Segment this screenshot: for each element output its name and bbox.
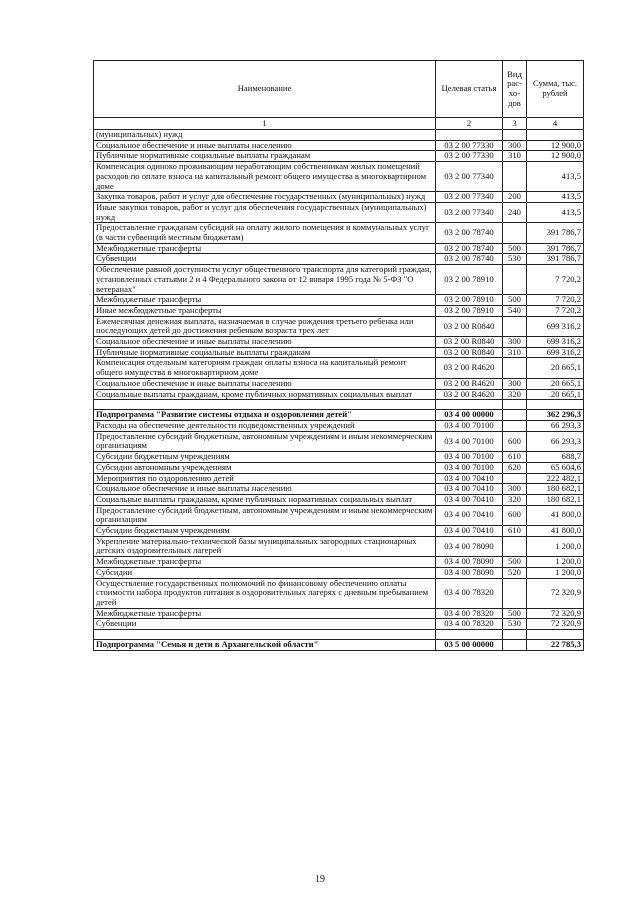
table-row [94,578,584,608]
row-expense-type: 310 [503,151,527,162]
table-row [94,151,584,162]
row-target-article: 03 4 00 78090 [436,567,503,578]
table-row [94,473,584,484]
table-row [94,254,584,265]
row-sum [527,130,584,141]
row-target-article: 03 2 00 77340 [436,162,503,192]
header-name: Наименование [94,61,436,118]
table-row [94,420,584,431]
table-row [94,223,584,243]
row-sum: 688,7 [527,452,584,463]
row-name: Предоставление гражданам субсидий на оплату жилого помещения и коммунальных услуг (в части субвенций местным бюджетам) [94,223,436,243]
table-header-row [94,61,584,118]
table-row [94,192,584,203]
row-name: Социальное обеспечение и иные выплаты населению [94,484,436,495]
row-expense-type: 610 [503,452,527,463]
row-name: Мероприятия по оздоровлению детей [94,473,436,484]
row-expense-type [503,420,527,431]
table-row [94,347,584,358]
row-target-article: 03 4 00 70100 [436,431,503,451]
row-sum: 20 665,1 [527,389,584,400]
row-target-article: 03 4 00 78090 [436,536,503,556]
row-sum: 413,5 [527,192,584,203]
row-expense-type: 200 [503,192,527,203]
row-target-article: 03 4 00 78320 [436,578,503,608]
row-expense-type: 610 [503,526,527,537]
row-sum: 20 665,1 [527,378,584,389]
spacer-row [94,400,584,410]
row-name: Публичные нормативные социальные выплаты гражданам [94,347,436,358]
row-sum: 41 800,0 [527,526,584,537]
row-target-article: 03 4 00 78320 [436,619,503,630]
row-expense-type [503,265,527,295]
row-expense-type: 500 [503,243,527,254]
row-name: Расходы на обеспечение деятельности подведомственных учреждений [94,420,436,431]
row-name: Подпрограмма "Семья и дети в Архангельской области" [94,640,436,651]
row-name: Укрепление материально-технической базы муниципальных загородных стационарных детских оздоровительных лагерей [94,536,436,556]
row-target-article [436,630,503,640]
row-sum: 20 665,1 [527,358,584,378]
row-expense-type [503,400,527,410]
table-row [94,337,584,348]
row-sum [527,630,584,640]
row-expense-type: 500 [503,557,527,568]
table-body [94,130,584,651]
row-target-article: 03 2 00 77330 [436,140,503,151]
budget-table [93,60,584,651]
row-name: Субсидии автономным учреждениям [94,462,436,473]
row-name: (муниципальных) нужд [94,130,436,141]
row-expense-type [503,578,527,608]
row-target-article: 03 2 00 77330 [436,151,503,162]
row-sum: 1 200,0 [527,567,584,578]
row-sum: 7 720,2 [527,305,584,316]
table-row [94,452,584,463]
row-name: Предоставление субсидий бюджетным, автономным учреждениям и иным некоммерческим организациям [94,505,436,525]
column-number: 3 [503,118,527,130]
row-sum: 72 320,9 [527,608,584,619]
row-expense-type: 530 [503,254,527,265]
row-expense-type [503,630,527,640]
row-expense-type [503,130,527,141]
row-sum: 699 316,2 [527,347,584,358]
row-name: Подпрограмма "Развитие системы отдыха и оздоровления детей" [94,410,436,421]
table-row [94,526,584,537]
row-sum: 7 720,2 [527,295,584,306]
row-expense-type: 320 [503,494,527,505]
row-target-article: 03 2 00 77340 [436,192,503,203]
row-name: Социальное обеспечение и иные выплаты населению [94,378,436,389]
spacer-row [94,630,584,640]
column-number: 2 [436,118,503,130]
row-sum: 391 786,7 [527,223,584,243]
row-expense-type: 240 [503,202,527,222]
table-row [94,608,584,619]
row-target-article: 03 4 00 00000 [436,410,503,421]
row-sum: 391 786,7 [527,243,584,254]
row-expense-type: 600 [503,431,527,451]
table-row [94,431,584,451]
row-name: Межбюджетные трансферты [94,557,436,568]
row-expense-type: 300 [503,140,527,151]
row-sum: 391 786,7 [527,254,584,265]
row-target-article [436,400,503,410]
row-name: Социальные выплаты гражданам, кроме публичных нормативных социальных выплат [94,389,436,400]
row-target-article: 03 2 00 R4620 [436,358,503,378]
column-number: 1 [94,118,436,130]
row-expense-type: 300 [503,378,527,389]
row-sum: 41 800,0 [527,505,584,525]
row-name: Предоставление субсидий бюджетным, автономным учреждениям и иным некоммерческим организациям [94,431,436,451]
row-expense-type [503,223,527,243]
row-sum: 413,5 [527,162,584,192]
row-sum: 180 682,1 [527,484,584,495]
row-expense-type [503,536,527,556]
row-target-article: 03 2 00 77340 [436,202,503,222]
row-sum: 66 293,3 [527,431,584,451]
row-sum: 22 785,3 [527,640,584,651]
row-target-article: 03 2 00 R0840 [436,337,503,348]
row-sum: 12 900,0 [527,151,584,162]
header-expense-type: Вид рас-хо-дов [503,61,527,118]
table-row [94,484,584,495]
table-row [94,494,584,505]
row-expense-type: 300 [503,484,527,495]
row-target-article: 03 4 00 70410 [436,494,503,505]
row-target-article: 03 4 00 70100 [436,452,503,463]
row-name: Субсидии бюджетным учреждениям [94,452,436,463]
row-target-article: 03 4 00 70410 [436,473,503,484]
table-row [94,505,584,525]
table-row [94,536,584,556]
row-target-article: 03 5 00 00000 [436,640,503,651]
row-name: Компенсация одиноко проживающим неработающим собственникам жилых помещений расходов по оплате взноса на капитальный ремонт общего имущества в многоквартирном доме [94,162,436,192]
row-name: Социальное обеспечение и иные выплаты населению [94,337,436,348]
row-name: Ежемесячная денежная выплата, назначаемая в случае рождения третьего ребенка или последующих детей до достижения ребенком возраста трех лет [94,316,436,336]
row-target-article: 03 4 00 70410 [436,484,503,495]
subprogram-row [94,640,584,651]
page-number: 19 [315,874,325,885]
row-target-article: 03 2 00 78910 [436,295,503,306]
row-expense-type: 500 [503,295,527,306]
row-target-article: 03 2 00 R0840 [436,316,503,336]
row-target-article: 03 2 00 R4620 [436,378,503,389]
table-row [94,140,584,151]
row-expense-type: 540 [503,305,527,316]
row-expense-type: 300 [503,337,527,348]
table-row [94,243,584,254]
table-row [94,358,584,378]
row-name: Социальное обеспечение и иные выплаты населению [94,140,436,151]
row-target-article: 03 2 00 78740 [436,254,503,265]
row-sum: 72 320,9 [527,578,584,608]
table-row [94,567,584,578]
row-sum: 222 482,1 [527,473,584,484]
row-sum: 72 320,9 [527,619,584,630]
row-name: Осуществление государственных полномочий по финансовому обеспечению оплаты стоимости набора продуктов питания в оздоровительных лагерях с дневным пребыванием детей [94,578,436,608]
row-name: Межбюджетные трансферты [94,608,436,619]
row-expense-type [503,473,527,484]
header-target-article: Целевая статья [436,61,503,118]
table-row [94,316,584,336]
row-expense-type [503,316,527,336]
subprogram-row [94,410,584,421]
row-expense-type: 620 [503,462,527,473]
row-target-article: 03 4 00 70410 [436,526,503,537]
row-name: Субвенции [94,619,436,630]
column-number: 4 [527,118,584,130]
row-sum: 65 604,6 [527,462,584,473]
row-sum: 180 682,1 [527,494,584,505]
table-row [94,462,584,473]
row-sum: 699 316,2 [527,337,584,348]
table-row [94,305,584,316]
row-expense-type [503,358,527,378]
table-row [94,162,584,192]
budget-table-page [93,60,583,651]
row-sum: 66 293,3 [527,420,584,431]
table-row [94,389,584,400]
row-target-article: 03 2 00 78910 [436,265,503,295]
row-sum: 1 200,0 [527,536,584,556]
row-target-article: 03 4 00 78320 [436,608,503,619]
row-name: Межбюджетные трансферты [94,295,436,306]
row-name: Иные межбюджетные трансферты [94,305,436,316]
row-expense-type: 310 [503,347,527,358]
row-target-article: 03 4 00 70100 [436,420,503,431]
row-target-article [436,130,503,141]
row-expense-type [503,162,527,192]
row-target-article: 03 4 00 78090 [436,557,503,568]
header-sum: Сумма, тыс. рублей [527,61,584,118]
row-name: Субсидии бюджетным учреждениям [94,526,436,537]
row-target-article: 03 2 00 R0840 [436,347,503,358]
row-name: Компенсация отдельным категориям граждан оплаты взноса на капитальный ремонт общего имущества в многоквартирном доме [94,358,436,378]
row-target-article: 03 4 00 70410 [436,505,503,525]
row-name: Закупка товаров, работ и услуг для обеспечения государственных (муниципальных) нужд [94,192,436,203]
row-target-article: 03 2 00 78910 [436,305,503,316]
row-sum: 362 296,3 [527,410,584,421]
row-expense-type [503,640,527,651]
row-sum: 12 900,0 [527,140,584,151]
row-target-article: 03 4 00 70100 [436,462,503,473]
table-row [94,265,584,295]
row-sum: 1 200,0 [527,557,584,568]
row-expense-type [503,410,527,421]
table-row [94,130,584,141]
row-sum: 7 720,2 [527,265,584,295]
table-row [94,202,584,222]
row-target-article: 03 2 00 78740 [436,223,503,243]
row-name: Социальные выплаты гражданам, кроме публичных нормативных социальных выплат [94,494,436,505]
row-expense-type: 500 [503,608,527,619]
row-name: Субсидии [94,567,436,578]
row-name [94,630,436,640]
row-expense-type: 530 [503,619,527,630]
row-expense-type: 520 [503,567,527,578]
row-name: Иные закупки товаров, работ и услуг для обеспечения государственных (муниципальных) нужд [94,202,436,222]
table-row [94,295,584,306]
row-name: Обеспечение равной доступности услуг общественного транспорта для категорий граждан, установленных статьями 2 и 4 Федерального закона от 12 января 1995 года № 5-ФЗ "О ветеранах" [94,265,436,295]
row-name: Субвенции [94,254,436,265]
row-target-article: 03 2 00 R4620 [436,389,503,400]
row-expense-type: 600 [503,505,527,525]
column-number-row [94,118,584,130]
row-name: Межбюджетные трансферты [94,243,436,254]
row-expense-type: 320 [503,389,527,400]
table-row [94,378,584,389]
table-row [94,557,584,568]
row-name [94,400,436,410]
table-row [94,619,584,630]
row-sum: 413,5 [527,202,584,222]
row-sum: 699 316,2 [527,316,584,336]
row-name: Публичные нормативные социальные выплаты гражданам [94,151,436,162]
row-sum [527,400,584,410]
row-target-article: 03 2 00 78740 [436,243,503,254]
